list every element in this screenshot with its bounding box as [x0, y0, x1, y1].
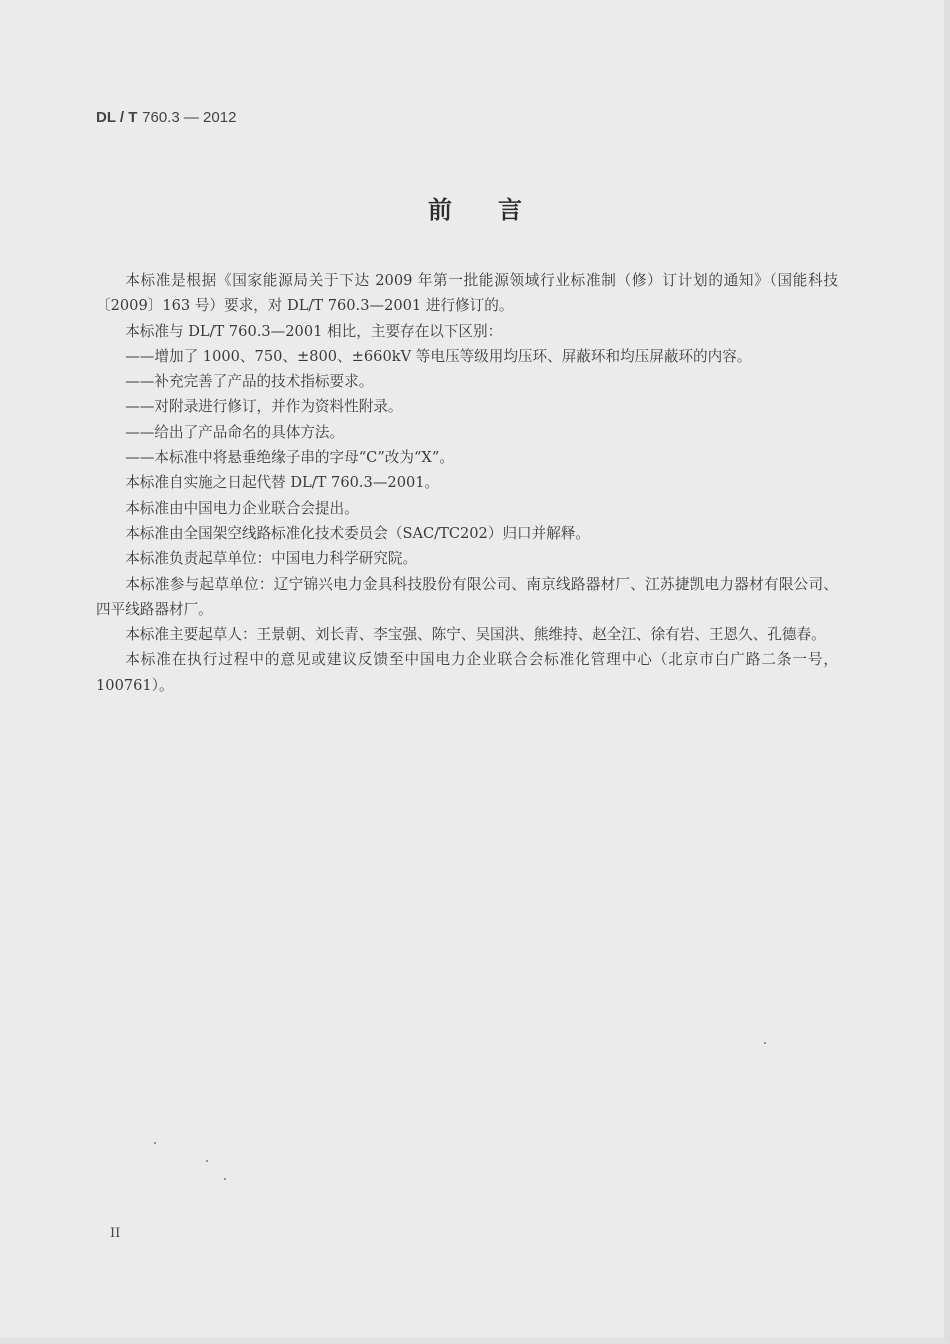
paragraph-feedback: 本标准在执行过程中的意见或建议反馈至中国电力企业联合会标准化管理中心（北京市白广路二条一号，100761）。 [96, 651, 838, 694]
list-item: ——本标准中将悬垂绝缘子串的字母“C”改为“X”。 [125, 449, 454, 467]
foreword-body [96, 268, 838, 698]
paragraph-replaces: 本标准自实施之日起代替 DL/T 760.3—2001。 [125, 474, 440, 492]
scan-speck [224, 1178, 226, 1180]
list-item: ——给出了产品命名的具体方法。 [125, 423, 345, 441]
doc-prefix: DL / T [96, 109, 138, 126]
scan-speck [206, 1160, 208, 1162]
page-number: II [110, 1226, 121, 1241]
paragraph-drafters: 本标准主要起草人：王景朝、刘长青、李宝强、陈宁、吴国洪、熊维持、赵全江、徐有岩、王恩久、孔德春。 [125, 626, 826, 644]
paragraph-committee: 本标准由全国架空线路标准化技术委员会（SAC/TC202）归口并解释。 [125, 524, 591, 542]
paragraph-lead-drafter: 本标准负责起草单位：中国电力科学研究院。 [125, 550, 418, 568]
paragraph-proposer: 本标准由中国电力企业联合会提出。 [125, 499, 359, 517]
document-number [96, 108, 236, 126]
scan-speck [154, 1142, 156, 1144]
paragraph-revision-basis: 本标准是根据《国家能源局关于下达 2009 年第一批能源领域行业标准制（修）订计划的通知》（国能科技〔2009〕163 号）要求，对 DL/T 760.3—2001 进行修订的。 [96, 272, 838, 315]
paragraph-participants: 本标准参与起草单位：辽宁锦兴电力金具科技股份有限公司、南京线路器材厂、江苏捷凯电力器材有限公司、四平线路器材厂。 [96, 575, 838, 618]
list-item: ——补充完善了产品的技术指标要求。 [125, 373, 374, 391]
page-title: 前言 [428, 196, 568, 224]
list-item: ——增加了 1000、750、±800、±660kV 等电压等级用均压环、屏蔽环和均压屏蔽环的内容。 [125, 347, 752, 365]
scan-speck [764, 1042, 766, 1044]
list-item: ——对附录进行修订，并作为资料性附录。 [125, 398, 403, 416]
doc-code: 760.3 — 2012 [142, 109, 237, 126]
paragraph-differences-intro: 本标准与 DL/T 760.3—2001 相比，主要存在以下区别： [125, 322, 503, 340]
